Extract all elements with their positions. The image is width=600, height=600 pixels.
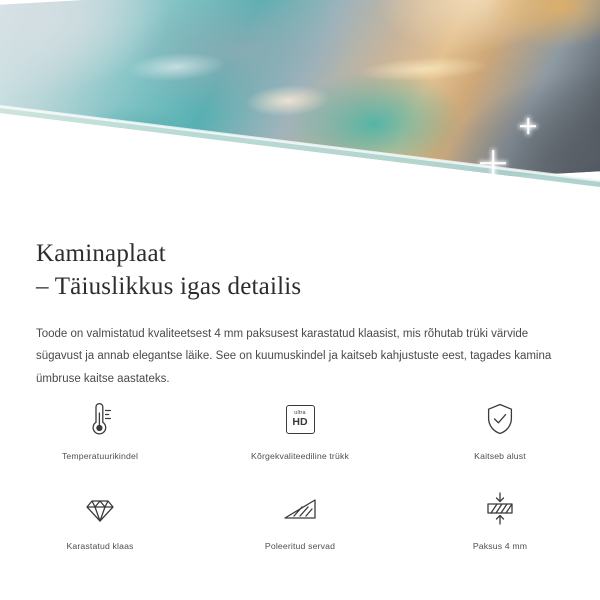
feature-label: Kaitseb alust [474, 451, 526, 461]
feature-item-thickness [400, 482, 600, 572]
feature-item-print-quality [200, 392, 400, 482]
feature-label: Temperatuurikindel [61, 451, 139, 461]
feature-grid [0, 392, 600, 572]
page-title-line-1: Kaminaplaat [36, 240, 166, 267]
feature-label: Karastatud klaas [66, 541, 134, 551]
badge-bottom-text: HD [292, 415, 308, 428]
body-paragraph: Toode on valmistatud kvaliteetsest 4 mm paksusest karastatud klaasist, mis rõhutab trüki värvide sügavust ja annab elegantse läike. See on kuumuskindel ja kaitseb kahjustuste eest, tagades kamina ümbruse kaitse aastateks. [36, 328, 552, 385]
text-content [0, 215, 600, 390]
page-title [0, 215, 600, 303]
feature-label: Kõrgekvaliteediline trükk [251, 451, 349, 461]
feature-item-polished-edges [200, 482, 400, 572]
feature-label: Paksus 4 mm [472, 541, 528, 551]
feature-item-temperature [0, 392, 200, 482]
polished-edge-icon [281, 488, 319, 530]
feature-item-tempered-glass [0, 482, 200, 572]
feature-item-surface-protection [400, 392, 600, 482]
shield-check-icon [483, 398, 517, 440]
thickness-arrows-icon [482, 488, 518, 530]
badge-top-text: ultra [294, 409, 306, 416]
hero-image [0, 0, 600, 215]
thermometer-icon [83, 398, 117, 440]
page-title-line-2: – Täiuslikkus igas detailis [36, 273, 302, 300]
diamond-icon [82, 488, 118, 530]
ultra-hd-badge-icon [286, 398, 315, 440]
feature-label: Poleeritud servad [264, 541, 336, 551]
